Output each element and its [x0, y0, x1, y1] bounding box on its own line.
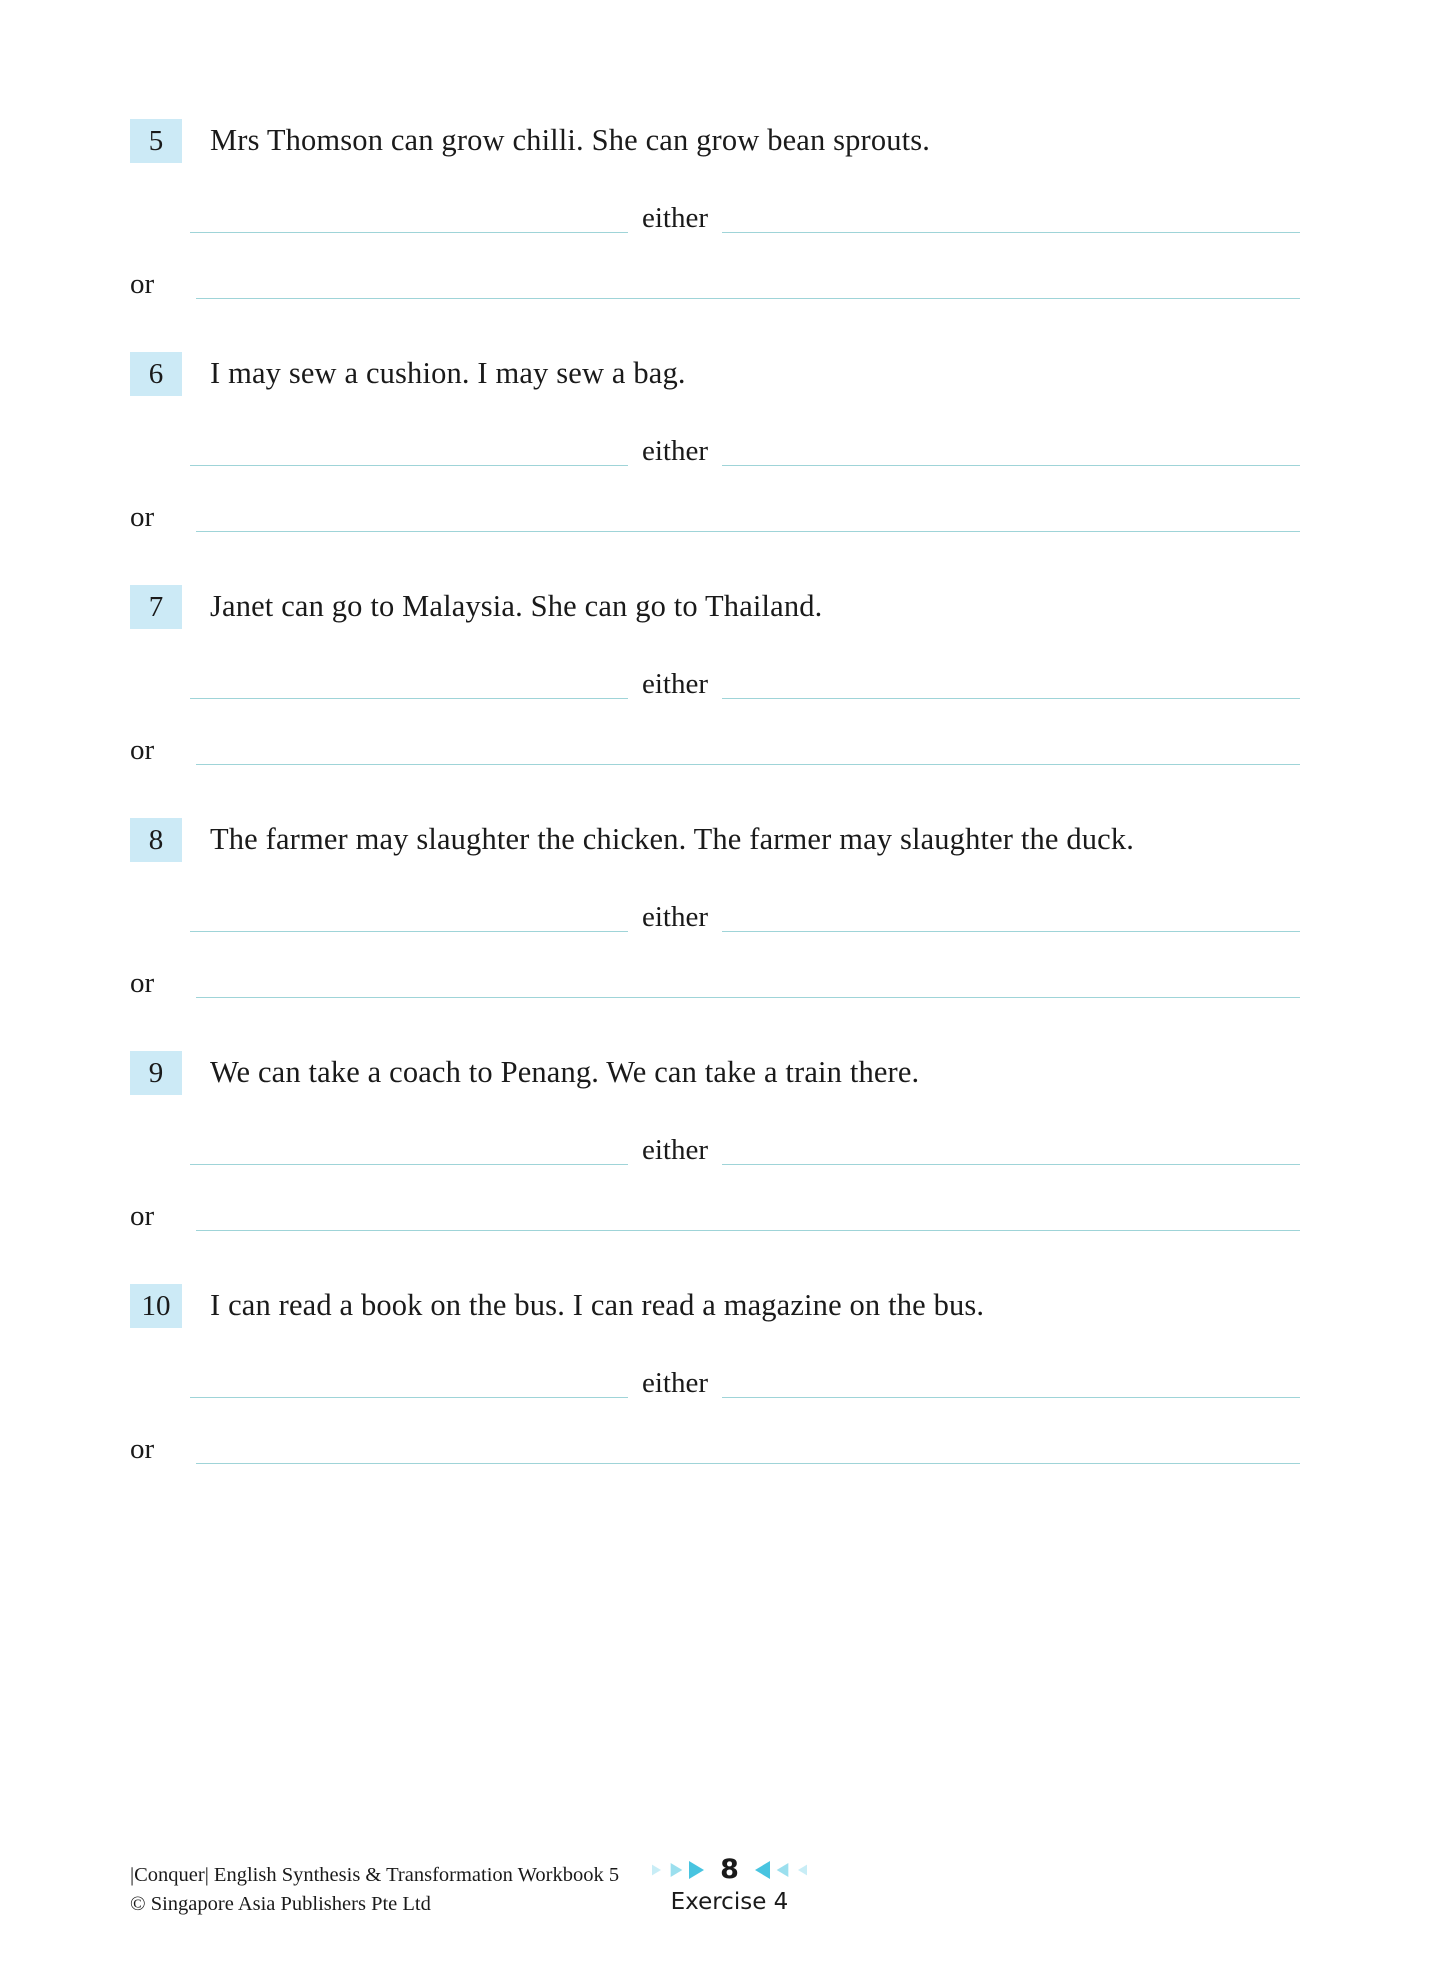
question-number-badge: 8: [130, 818, 182, 862]
triangle-left-icon: [777, 1863, 789, 1877]
question-sentence: I may sew a cushion. I may sew a bag.: [210, 356, 686, 390]
footer-page-marker: [649, 1854, 810, 1917]
page-number: 8: [720, 1854, 739, 1885]
answer-blank-right[interactable]: [722, 432, 1300, 466]
question-block: [130, 1283, 1300, 1464]
question-number-badge: 7: [130, 585, 182, 629]
answer-line-either: [130, 432, 1300, 466]
answer-blank-left[interactable]: [190, 1131, 628, 1165]
answer-blank-left[interactable]: [190, 1364, 628, 1398]
question-number-badge: 10: [130, 1284, 182, 1328]
question-number-badge: 9: [130, 1051, 182, 1095]
answer-blank-or[interactable]: [196, 1201, 1300, 1231]
or-label: or: [130, 1433, 155, 1465]
answer-blank-or[interactable]: [196, 735, 1300, 765]
question-block: [130, 817, 1300, 998]
question-sentence: Janet can go to Malaysia. She can go to Thailand.: [210, 589, 823, 623]
answer-blank-right[interactable]: [722, 199, 1300, 233]
answer-line-or: [130, 735, 1300, 765]
either-label: either: [642, 901, 709, 933]
right-arrows-decoration: [755, 1861, 810, 1879]
either-label: either: [642, 202, 709, 234]
answer-line-either: [130, 898, 1300, 932]
answer-line-or: [130, 968, 1300, 998]
question-header: [130, 584, 1300, 629]
answer-line-or: [130, 1434, 1300, 1464]
or-label: or: [130, 268, 155, 300]
question-block: [130, 1050, 1300, 1231]
triangle-right-icon: [652, 1865, 661, 1876]
question-header: [130, 817, 1300, 862]
answer-blank-or[interactable]: [196, 269, 1300, 299]
answer-blank-right[interactable]: [722, 1131, 1300, 1165]
or-label: or: [130, 501, 155, 533]
exercise-label: Exercise 4: [670, 1889, 789, 1915]
triangle-right-icon: [671, 1863, 683, 1877]
footer-copyright-line: © Singapore Asia Publishers Pte Ltd: [130, 1893, 431, 1915]
question-sentence: I can read a book on the bus. I can read a magazine on the bus.: [210, 1288, 985, 1322]
answer-blank-right[interactable]: [722, 665, 1300, 699]
questions-container: [130, 118, 1300, 1516]
triangle-right-icon: [689, 1861, 704, 1879]
question-sentence: Mrs Thomson can grow chilli. She can grow bean sprouts.: [210, 123, 931, 157]
answer-blank-left[interactable]: [190, 432, 628, 466]
question-number-badge: 6: [130, 352, 182, 396]
or-label: or: [130, 1200, 155, 1232]
either-label: either: [642, 435, 709, 467]
triangle-left-icon: [798, 1865, 807, 1876]
either-label: either: [642, 668, 709, 700]
answer-line-either: [130, 1364, 1300, 1398]
footer-title-line: |Conquer| English Synthesis & Transformation Workbook 5: [130, 1864, 620, 1886]
answer-line-or: [130, 269, 1300, 299]
or-label: or: [130, 967, 155, 999]
answer-line-or: [130, 502, 1300, 532]
left-arrows-decoration: [649, 1861, 704, 1879]
question-block: [130, 351, 1300, 532]
answer-blank-left[interactable]: [190, 199, 628, 233]
question-block: [130, 584, 1300, 765]
answer-blank-left[interactable]: [190, 665, 628, 699]
answer-blank-right[interactable]: [722, 1364, 1300, 1398]
answer-blank-right[interactable]: [722, 898, 1300, 932]
answer-line-either: [130, 665, 1300, 699]
question-number-badge: 5: [130, 119, 182, 163]
question-header: [130, 1050, 1300, 1095]
answer-line-either: [130, 199, 1300, 233]
answer-blank-or[interactable]: [196, 502, 1300, 532]
answer-blank-or[interactable]: [196, 968, 1300, 998]
triangle-left-icon: [755, 1861, 770, 1879]
either-label: either: [642, 1367, 709, 1399]
answer-blank-left[interactable]: [190, 898, 628, 932]
either-label: either: [642, 1134, 709, 1166]
answer-blank-or[interactable]: [196, 1434, 1300, 1464]
page-number-row: [649, 1854, 810, 1885]
question-sentence: The farmer may slaughter the chicken. The farmer may slaughter the duck.: [210, 822, 1135, 856]
question-header: [130, 351, 1300, 396]
page-footer: [130, 1854, 1315, 1919]
answer-line-either: [130, 1131, 1300, 1165]
footer-publisher-info: [130, 1861, 619, 1919]
question-header: [130, 118, 1300, 163]
question-block: [130, 118, 1300, 299]
or-label: or: [130, 734, 155, 766]
answer-line-or: [130, 1201, 1300, 1231]
question-header: [130, 1283, 1300, 1328]
question-sentence: We can take a coach to Penang. We can take a train there.: [210, 1055, 920, 1089]
